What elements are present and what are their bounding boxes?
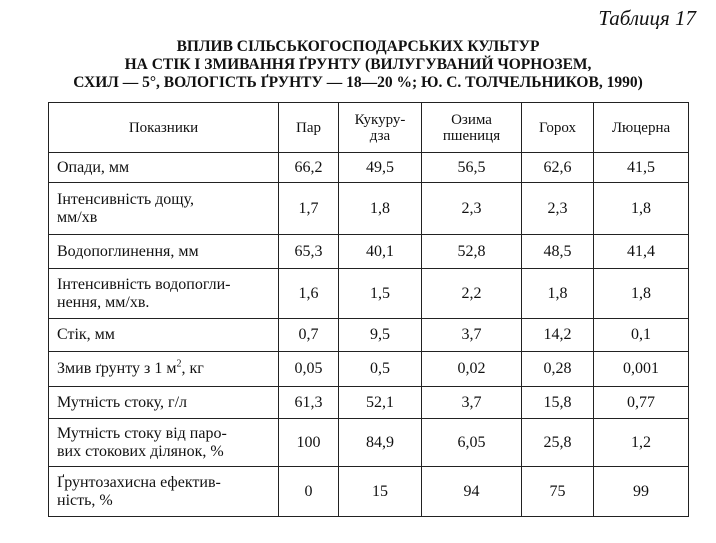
- cell: 1,5: [339, 269, 422, 319]
- table-row: [49, 153, 689, 183]
- cell: 1,8: [594, 269, 689, 319]
- title-line-3: СХИЛ — 5°, ВОЛОГІСТЬ ҐРУНТУ — 18—20 %; Ю. С. ТОЛЧЕЛЬНИКОВ, 1990): [73, 74, 643, 91]
- table-row: [49, 269, 689, 319]
- cell: 6,05: [422, 419, 522, 467]
- cell: 52,1: [339, 387, 422, 419]
- cell: 2,3: [422, 183, 522, 235]
- table-row: [49, 183, 689, 235]
- cell: 99: [594, 467, 689, 517]
- table-row: [49, 387, 689, 419]
- row-label: Мутність стоку від паро- вих стокових ділянок, %: [49, 419, 279, 467]
- cell: 48,5: [522, 235, 594, 269]
- cell: 0,02: [422, 352, 522, 387]
- header-fallow: Пар: [279, 103, 339, 153]
- cell: 15: [339, 467, 422, 517]
- cell: 62,6: [522, 153, 594, 183]
- cell: 66,2: [279, 153, 339, 183]
- cell: 0,05: [279, 352, 339, 387]
- cell: 1,8: [594, 183, 689, 235]
- row-label: Опади, мм: [49, 153, 279, 183]
- row-label: Інтенсивність водопогли- нення, мм/хв.: [49, 269, 279, 319]
- header-alfalfa: Люцерна: [594, 103, 689, 153]
- cell: 0,1: [594, 319, 689, 352]
- row-label: Змив ґрунту з 1 $м^2$, кг: [49, 352, 279, 387]
- cell: 49,5: [339, 153, 422, 183]
- cell: 1,6: [279, 269, 339, 319]
- title-line-1: ВПЛИВ СІЛЬСЬКОГОСПОДАРСЬКИХ КУЛЬТУР: [176, 38, 540, 55]
- cell: 1,7: [279, 183, 339, 235]
- cell: 3,7: [422, 387, 522, 419]
- cell: 0,77: [594, 387, 689, 419]
- header-row: [49, 103, 689, 153]
- header-pea: Горох: [522, 103, 594, 153]
- cell: 65,3: [279, 235, 339, 269]
- cell: 14,2: [522, 319, 594, 352]
- cell: 15,8: [522, 387, 594, 419]
- table-number: Таблиця 17: [598, 6, 696, 30]
- header-winter-wheat: Озима пшениця: [422, 103, 522, 153]
- row-label: Ґрунтозахисна ефектив- ність, %: [49, 467, 279, 517]
- title-line-2: НА СТІК І ЗМИВАННЯ ҐРУНТУ (ВИЛУГУВАНИЙ ЧОРНОЗЕМ,: [124, 56, 592, 73]
- header-indicator: Показники: [49, 103, 279, 153]
- row-label: Інтенсивність дощу, мм/хв: [49, 183, 279, 235]
- cell: 9,5: [339, 319, 422, 352]
- header-corn: Кукуру- дза: [339, 103, 422, 153]
- cell: 0,7: [279, 319, 339, 352]
- cell: 2,2: [422, 269, 522, 319]
- cell: 41,5: [594, 153, 689, 183]
- cell: 25,8: [522, 419, 594, 467]
- table-row: [49, 319, 689, 352]
- cell: 94: [422, 467, 522, 517]
- cell: 0,28: [522, 352, 594, 387]
- table-row: [49, 235, 689, 269]
- cell: 2,3: [522, 183, 594, 235]
- cell: 100: [279, 419, 339, 467]
- cell: 1,2: [594, 419, 689, 467]
- cell: 56,5: [422, 153, 522, 183]
- cell: 0,001: [594, 352, 689, 387]
- row-label: Мутність стоку, г/л: [49, 387, 279, 419]
- cell: 3,7: [422, 319, 522, 352]
- cell: 1,8: [522, 269, 594, 319]
- cell: 40,1: [339, 235, 422, 269]
- cell: 75: [522, 467, 594, 517]
- cell: 61,3: [279, 387, 339, 419]
- cell: 1,8: [339, 183, 422, 235]
- table-row: [49, 352, 689, 387]
- table-title: [0, 38, 716, 92]
- table-row: [49, 467, 689, 517]
- cell: 0: [279, 467, 339, 517]
- cell: 84,9: [339, 419, 422, 467]
- cell: 0,5: [339, 352, 422, 387]
- row-label: Водопоглинення, мм: [49, 235, 279, 269]
- row-label: Стік, мм: [49, 319, 279, 352]
- data-table: [48, 102, 689, 517]
- cell: 41,4: [594, 235, 689, 269]
- cell: 52,8: [422, 235, 522, 269]
- table-row: [49, 419, 689, 467]
